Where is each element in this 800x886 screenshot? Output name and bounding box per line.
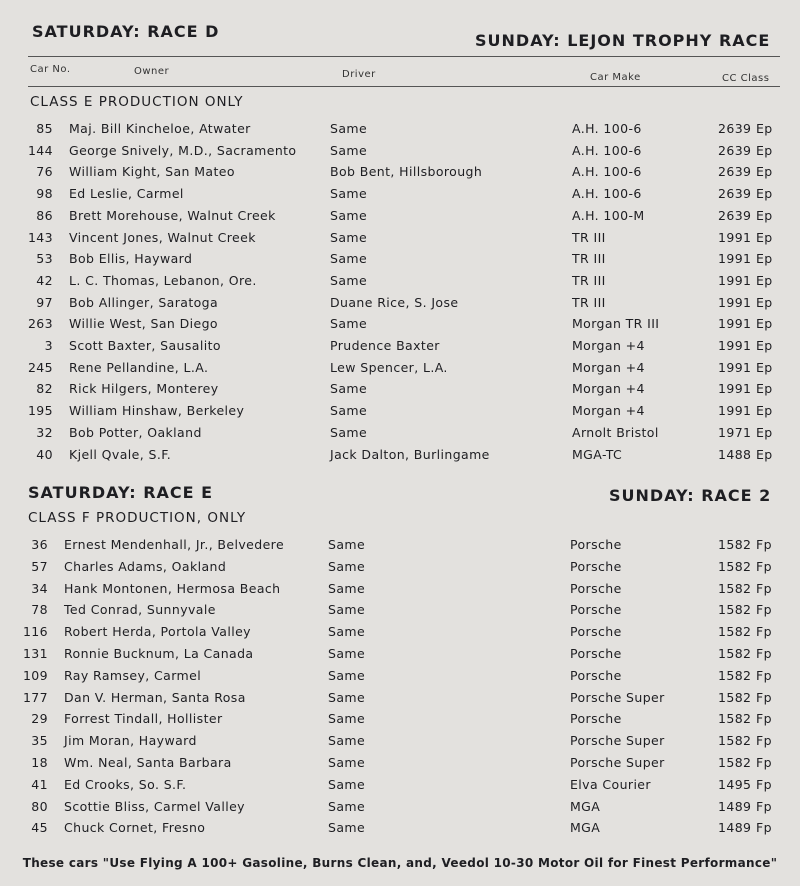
cell-car-make: Porsche — [570, 558, 622, 574]
cell-car-make: MGA — [570, 820, 601, 836]
cell-owner: Bob Allinger, Saratoga — [69, 294, 219, 310]
table-row — [0, 164, 800, 186]
cell-class: Ep — [756, 359, 773, 375]
cell-cc: 1991 — [718, 294, 752, 310]
cell-driver: Same — [330, 142, 368, 158]
cell-owner: William Kight, San Mateo — [69, 164, 235, 180]
cell-car-make: Morgan +4 — [572, 403, 645, 419]
cell-car-make: Morgan +4 — [572, 338, 645, 353]
table-row — [0, 381, 800, 403]
cell-car-no: 34 — [31, 580, 48, 596]
cell-class: Ep — [756, 121, 773, 136]
cell-car-no: 42 — [36, 272, 53, 288]
cell-driver: Same — [330, 316, 368, 332]
cell-cc: 1991 — [718, 229, 752, 245]
cell-owner: Dan V. Herman, Santa Rosa — [64, 689, 246, 705]
table-row — [0, 668, 800, 690]
cell-car-no: 98 — [36, 186, 53, 202]
cell-class: Fp — [756, 798, 772, 814]
cell-owner: Kjell Qvale, S.F. — [69, 446, 172, 462]
cell-car-no: 97 — [36, 294, 53, 310]
cell-car-make: Porsche — [570, 646, 622, 661]
cell-car-no: 131 — [22, 646, 48, 661]
cell-owner: Bob Potter, Oakland — [69, 424, 202, 440]
cell-car-make: Morgan +4 — [572, 359, 645, 375]
cell-owner: Brett Morehouse, Walnut Creek — [69, 207, 276, 223]
cell-car-no: 177 — [22, 689, 48, 705]
cell-driver: Jack Dalton, Burlingame — [330, 446, 490, 462]
table-row — [0, 403, 800, 425]
table-row — [0, 537, 800, 559]
cell-owner: Chuck Cornet, Fresno — [64, 820, 206, 836]
cell-driver: Same — [330, 207, 368, 223]
table-row — [0, 121, 800, 143]
cell-class: Ep — [756, 316, 773, 332]
cell-car-no: 245 — [27, 359, 53, 375]
cell-cc: 1991 — [718, 272, 752, 288]
cell-owner: Ernest Mendenhall, Jr., Belvedere — [64, 537, 285, 552]
cell-class: Fp — [756, 755, 772, 770]
cell-car-no: 18 — [31, 755, 48, 770]
cell-class: Ep — [756, 424, 773, 440]
cell-cc: 1582 — [718, 602, 752, 618]
table-row — [0, 273, 800, 295]
cell-class: Ep — [756, 403, 773, 419]
cell-car-make: Morgan TR III — [572, 316, 660, 332]
section2-right-title: SUNDAY: RACE 2 — [609, 486, 772, 505]
table-row — [0, 230, 800, 252]
cell-class: Fp — [756, 558, 772, 574]
cell-car-no: 53 — [36, 251, 53, 267]
cell-cc: 1991 — [718, 359, 752, 375]
cell-car-no: 57 — [31, 558, 48, 574]
cell-class: Fp — [756, 624, 772, 640]
cell-car-no: 29 — [31, 711, 48, 727]
table-row — [0, 559, 800, 581]
col-header-owner: Owner — [134, 66, 170, 77]
cell-owner: William Hinshaw, Berkeley — [69, 403, 245, 419]
table-row — [0, 143, 800, 165]
cell-class: Fp — [756, 711, 772, 727]
cell-class: Ep — [756, 251, 773, 267]
cell-car-make: TR III — [572, 251, 606, 267]
cell-car-make: A.H. 100-6 — [572, 121, 642, 136]
cell-car-make: Arnolt Bristol — [572, 424, 659, 440]
table-row — [0, 208, 800, 230]
col-header-cc-class: CC Class — [722, 73, 770, 84]
cell-owner: Jim Moran, Hayward — [64, 733, 197, 749]
table-row — [0, 338, 800, 360]
table-row — [0, 624, 800, 646]
cell-car-no: 116 — [22, 624, 48, 640]
cell-owner: George Snively, M.D., Sacramento — [69, 142, 297, 158]
cell-cc: 1991 — [718, 316, 752, 332]
cell-driver: Same — [328, 689, 366, 705]
table-row — [0, 711, 800, 733]
cell-car-no: 76 — [36, 164, 53, 180]
cell-owner: Ed Crooks, So. S.F. — [64, 776, 187, 792]
cell-car-make: TR III — [572, 294, 606, 310]
cell-driver: Same — [328, 711, 366, 727]
cell-class: Ep — [756, 164, 773, 180]
cell-car-make: TR III — [572, 229, 606, 245]
cell-cc: 1489 — [718, 798, 752, 814]
cell-owner: Rick Hilgers, Monterey — [69, 381, 219, 397]
cell-car-make: Porsche — [570, 624, 622, 640]
cell-car-make: A.H. 100-M — [572, 207, 645, 223]
cell-cc: 1991 — [718, 381, 752, 397]
cell-driver: Same — [328, 646, 366, 661]
cell-driver: Same — [328, 580, 366, 596]
table-row — [0, 777, 800, 799]
cell-car-no: 85 — [36, 121, 53, 136]
cell-car-no: 195 — [27, 403, 53, 419]
cell-cc: 2639 — [718, 121, 752, 136]
cell-cc: 2639 — [718, 142, 752, 158]
cell-car-make: A.H. 100-6 — [572, 186, 642, 202]
cell-class: Fp — [756, 580, 772, 596]
cell-cc: 2639 — [718, 164, 752, 180]
header-rule — [28, 86, 780, 87]
cell-class: Fp — [756, 667, 772, 683]
table-row — [0, 602, 800, 624]
cell-car-no: 109 — [22, 667, 48, 683]
cell-cc: 1495 — [718, 776, 752, 792]
cell-driver: Same — [328, 755, 366, 770]
cell-class: Fp — [756, 820, 772, 836]
footer-note: These cars "Use Flying A 100+ Gasoline, Burns Clean, and, Veedol 10-30 Motor Oil for Finest Performance" — [22, 856, 778, 870]
cell-driver: Duane Rice, S. Jose — [330, 294, 459, 310]
table-row — [0, 755, 800, 777]
cell-owner: Robert Herda, Portola Valley — [64, 624, 251, 640]
cell-car-make: Porsche Super — [570, 689, 665, 705]
cell-owner: L. C. Thomas, Lebanon, Ore. — [69, 272, 257, 288]
cell-car-no: 86 — [36, 207, 53, 223]
cell-car-make: Porsche — [570, 667, 622, 683]
table-row — [0, 425, 800, 447]
cell-class: Ep — [756, 207, 773, 223]
section2-class-label: CLASS F PRODUCTION, ONLY — [28, 510, 247, 526]
table-row — [0, 447, 800, 469]
cell-car-make: Porsche Super — [570, 755, 665, 770]
cell-cc: 1488 — [718, 446, 752, 462]
cell-class: Ep — [756, 381, 773, 397]
cell-car-no: 40 — [36, 446, 53, 462]
cell-class: Ep — [756, 338, 773, 353]
cell-class: Ep — [756, 446, 773, 462]
table-row — [0, 799, 800, 821]
cell-driver: Same — [328, 798, 366, 814]
top-rule — [28, 56, 780, 57]
cell-driver: Same — [328, 558, 366, 574]
cell-car-make: Porsche — [570, 602, 622, 618]
cell-car-make: Porsche — [570, 537, 622, 552]
cell-cc: 1582 — [718, 755, 752, 770]
cell-owner: Vincent Jones, Walnut Creek — [69, 229, 256, 245]
cell-car-make: A.H. 100-6 — [572, 164, 642, 180]
cell-car-no: 263 — [27, 316, 53, 332]
cell-car-no: 32 — [36, 424, 53, 440]
table-row — [0, 251, 800, 273]
cell-driver: Same — [330, 186, 368, 202]
section2-left-title: SATURDAY: RACE E — [28, 483, 214, 502]
cell-cc: 1582 — [718, 667, 752, 683]
cell-driver: Same — [330, 424, 368, 440]
cell-car-make: Porsche Super — [570, 733, 665, 749]
cell-car-no: 36 — [31, 537, 48, 552]
section1-class-label: CLASS E PRODUCTION ONLY — [30, 94, 244, 110]
cell-class: Fp — [756, 602, 772, 618]
cell-car-make: A.H. 100-6 — [572, 142, 642, 158]
cell-owner: Scott Baxter, Sausalito — [69, 338, 221, 353]
cell-cc: 1582 — [718, 580, 752, 596]
cell-car-no: 78 — [31, 602, 48, 618]
table-row — [0, 186, 800, 208]
table-row — [0, 690, 800, 712]
col-header-car-make: Car Make — [590, 72, 641, 83]
cell-owner: Ray Ramsey, Carmel — [64, 667, 202, 683]
cell-cc: 1582 — [718, 624, 752, 640]
cell-car-make: MGA — [570, 798, 601, 814]
cell-driver: Same — [328, 776, 366, 792]
cell-car-make: TR III — [572, 272, 606, 288]
table-row — [0, 360, 800, 382]
cell-car-no: 3 — [44, 338, 53, 353]
cell-class: Fp — [756, 776, 772, 792]
cell-cc: 1582 — [718, 711, 752, 727]
cell-driver: Bob Bent, Hillsborough — [330, 164, 483, 180]
cell-class: Fp — [756, 689, 772, 705]
cell-class: Fp — [756, 646, 772, 661]
cell-cc: 1489 — [718, 820, 752, 836]
table-row — [0, 820, 800, 842]
cell-car-make: Morgan +4 — [572, 381, 645, 397]
cell-driver: Same — [330, 121, 368, 136]
cell-owner: Charles Adams, Oakland — [64, 558, 227, 574]
cell-cc: 1991 — [718, 403, 752, 419]
cell-class: Ep — [756, 294, 773, 310]
cell-car-make: Porsche — [570, 711, 622, 727]
cell-cc: 1582 — [718, 646, 752, 661]
cell-driver: Same — [330, 229, 368, 245]
cell-driver: Same — [328, 624, 366, 640]
table-row — [0, 316, 800, 338]
cell-car-no: 80 — [31, 798, 48, 814]
cell-car-no: 143 — [27, 229, 53, 245]
cell-class: Ep — [756, 229, 773, 245]
cell-car-no: 144 — [27, 142, 53, 158]
cell-driver: Same — [328, 667, 366, 683]
table-row — [0, 581, 800, 603]
cell-owner: Maj. Bill Kincheloe, Atwater — [69, 121, 251, 136]
table-row — [0, 646, 800, 668]
cell-owner: Ronnie Bucknum, La Canada — [64, 646, 254, 661]
cell-car-make: MGA-TC — [572, 446, 623, 462]
cell-owner: Willie West, San Diego — [69, 316, 218, 332]
cell-car-no: 41 — [31, 776, 48, 792]
cell-cc: 1582 — [718, 733, 752, 749]
cell-class: Fp — [756, 537, 772, 552]
cell-cc: 1582 — [718, 537, 752, 552]
table-row — [0, 733, 800, 755]
cell-car-make: Elva Courier — [570, 776, 651, 792]
cell-owner: Rene Pellandine, L.A. — [69, 359, 209, 375]
cell-driver: Same — [330, 403, 368, 419]
cell-car-make: Porsche — [570, 580, 622, 596]
cell-class: Ep — [756, 142, 773, 158]
section1-left-title: SATURDAY: RACE D — [32, 22, 220, 41]
cell-cc: 1582 — [718, 689, 752, 705]
table-row — [0, 295, 800, 317]
cell-driver: Same — [330, 381, 368, 397]
cell-car-no: 45 — [31, 820, 48, 836]
cell-driver: Same — [328, 602, 366, 618]
cell-cc: 2639 — [718, 207, 752, 223]
cell-cc: 1971 — [718, 424, 752, 440]
cell-driver: Prudence Baxter — [330, 338, 440, 353]
cell-class: Ep — [756, 186, 773, 202]
cell-owner: Ed Leslie, Carmel — [69, 186, 184, 202]
cell-driver: Same — [330, 251, 368, 267]
cell-driver: Same — [328, 820, 366, 836]
cell-car-no: 82 — [36, 381, 53, 397]
cell-owner: Scottie Bliss, Carmel Valley — [64, 798, 245, 814]
cell-driver: Same — [330, 272, 368, 288]
cell-cc: 2639 — [718, 186, 752, 202]
cell-driver: Same — [328, 537, 366, 552]
col-header-car-no: Car No. — [30, 64, 71, 75]
cell-owner: Ted Conrad, Sunnyvale — [64, 602, 216, 618]
cell-owner: Bob Ellis, Hayward — [69, 251, 193, 267]
cell-driver: Lew Spencer, L.A. — [330, 359, 448, 375]
cell-cc: 1991 — [718, 338, 752, 353]
cell-class: Fp — [756, 733, 772, 749]
cell-cc: 1991 — [718, 251, 752, 267]
col-header-driver: Driver — [342, 69, 376, 80]
cell-owner: Wm. Neal, Santa Barbara — [64, 755, 232, 770]
cell-driver: Same — [328, 733, 366, 749]
cell-class: Ep — [756, 272, 773, 288]
section1-right-title: SUNDAY: LEJON TROPHY RACE — [475, 31, 771, 50]
cell-car-no: 35 — [31, 733, 48, 749]
cell-owner: Forrest Tindall, Hollister — [64, 711, 223, 727]
cell-cc: 1582 — [718, 558, 752, 574]
cell-owner: Hank Montonen, Hermosa Beach — [64, 580, 281, 596]
